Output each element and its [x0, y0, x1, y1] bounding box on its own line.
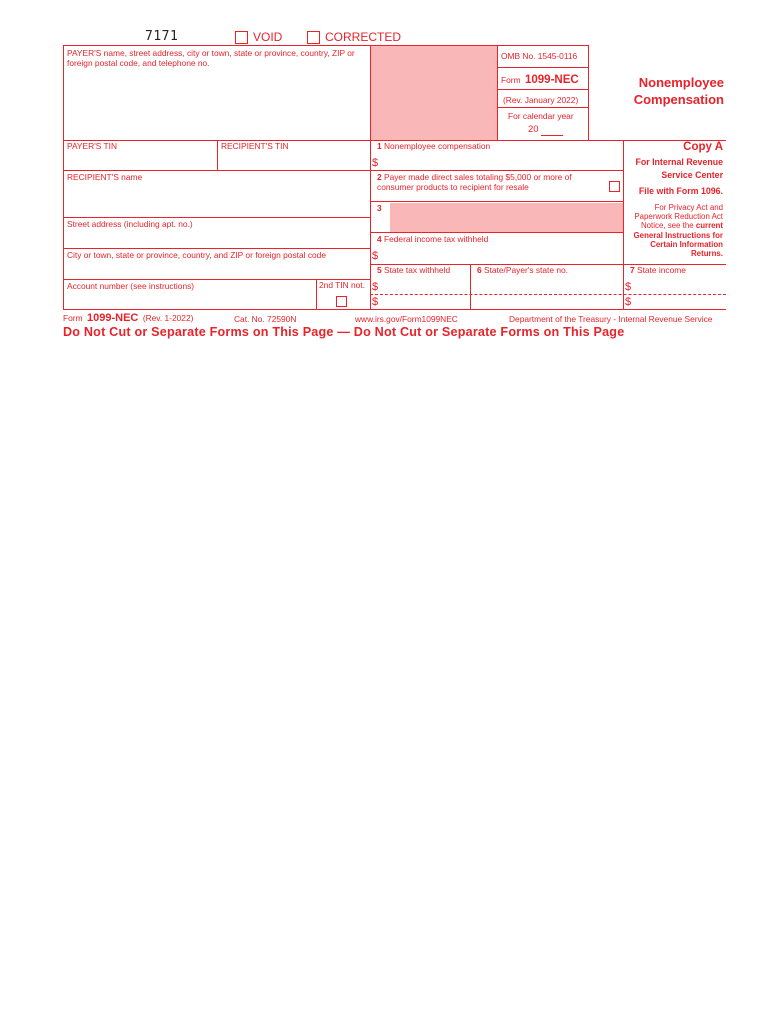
box6-text: State/Payer's state no.: [484, 265, 568, 275]
form-id: [501, 70, 579, 88]
box1-dollar: $: [372, 157, 379, 169]
box7-dollar-1: $: [625, 281, 632, 293]
box7-label: [630, 265, 686, 275]
box4-number: 4: [377, 234, 382, 244]
box1-number: 1: [377, 141, 382, 151]
box2-label: [377, 172, 605, 192]
revision: (Rev. January 2022): [503, 95, 579, 105]
recipient-name-label: RECIPIENT'S name: [67, 172, 143, 182]
box5-dollar-2: $: [372, 296, 379, 308]
form-code: 7171: [145, 29, 179, 44]
void-checkbox[interactable]: [235, 31, 248, 44]
box6-label: [477, 265, 568, 275]
city-field[interactable]: [64, 261, 369, 278]
box7-field-2[interactable]: [634, 295, 724, 308]
box4-amount-field[interactable]: [381, 247, 621, 263]
box5-field-1[interactable]: [381, 279, 469, 293]
box5-field-2[interactable]: [381, 295, 469, 308]
street-address-label: Street address (including apt. no.): [67, 219, 193, 229]
box4-text: Federal income tax withheld: [384, 234, 489, 244]
box5-dollar-1: $: [372, 281, 379, 293]
second-tin-label: 2nd TIN not.: [319, 280, 365, 290]
box3-field[interactable]: [390, 203, 621, 231]
box5-number: 5: [377, 265, 382, 275]
box5-label: [377, 265, 450, 275]
box6-number: 6: [477, 265, 482, 275]
box3-number: 3: [377, 203, 382, 213]
form-title: Nonemployee Compensation: [633, 75, 724, 107]
file-with-text: File with Form 1096.: [638, 186, 723, 196]
corrected-checkbox[interactable]: [307, 31, 320, 44]
payer-tin-label: PAYER'S TIN: [67, 141, 117, 151]
payer-name-label: PAYER'S name, street address, city or town, state or province, country, ZIP or foreign postal code, and telephone no.: [67, 48, 355, 68]
corrected-label: CORRECTED: [325, 30, 402, 44]
privacy-notice-text: For Privacy Act and Paperwork Reduction Act Notice, see the: [634, 203, 723, 231]
year-prefix: 20: [528, 124, 539, 135]
irs-website: www.irs.gov/Form1099NEC: [355, 314, 458, 324]
box6-field-2[interactable]: [472, 295, 622, 308]
recipient-name-field[interactable]: [64, 183, 369, 216]
catalog-number: Cat. No. 72590N: [234, 314, 297, 324]
footer-form-word: Form: [63, 313, 83, 323]
box1-text: Nonemployee compensation: [384, 141, 491, 151]
account-number-label: Account number (see instructions): [67, 281, 195, 291]
privacy-notice-bold: current General Instructions for Certain Information Returns.: [633, 221, 723, 259]
footer-form-number: 1099-NEC: [87, 312, 139, 324]
void-label: VOID: [253, 30, 283, 44]
treasury-department: Department of the Treasury - Internal Revenue Service: [509, 314, 713, 324]
box2-checkbox[interactable]: [609, 181, 620, 192]
copy-a: Copy A: [683, 141, 723, 153]
box7-number: 7: [630, 265, 635, 275]
box2-number: 2: [377, 172, 382, 182]
box5-text: State tax withheld: [384, 265, 451, 275]
footer-form-id: [63, 311, 193, 324]
box6-field-1[interactable]: [472, 279, 622, 293]
box7-field-1[interactable]: [634, 279, 724, 293]
street-address-field[interactable]: [64, 230, 369, 247]
payer-name-field[interactable]: [64, 70, 369, 139]
irs-center-text: For Internal Revenue Service Center: [635, 157, 723, 180]
form-number: 1099-NEC: [525, 74, 579, 86]
second-tin-checkbox[interactable]: [336, 296, 347, 307]
recipient-tin-label: RECIPIENT'S TIN: [221, 141, 289, 151]
privacy-notice: [624, 203, 723, 258]
account-number-field[interactable]: [64, 292, 315, 308]
footer-revision: (Rev. 1-2022): [142, 313, 194, 323]
box7-dollar-2: $: [625, 296, 632, 308]
box4-label: [377, 234, 488, 244]
city-label: City or town, state or province, country, and ZIP or foreign postal code: [67, 250, 326, 260]
box1-amount-field[interactable]: [381, 154, 621, 169]
year-input[interactable]: [541, 124, 563, 136]
do-not-cut-warning: Do Not Cut or Separate Forms on This Page — Do Not Cut or Separate Forms on This Page: [63, 325, 625, 339]
payer-shaded-area: [371, 46, 497, 140]
box1-label: [377, 141, 490, 151]
calendar-year-label: For calendar year: [508, 111, 574, 121]
recipient-tin-field[interactable]: [218, 152, 369, 169]
payer-tin-field[interactable]: [64, 152, 216, 169]
box4-dollar: $: [372, 250, 379, 262]
box2-text: Payer made direct sales totaling $5,000 or more of consumer products to recipient for resale: [377, 172, 572, 192]
box7-text: State income: [637, 265, 686, 275]
form-word: Form: [501, 75, 521, 85]
omb-number: OMB No. 1545-0116: [501, 51, 578, 61]
